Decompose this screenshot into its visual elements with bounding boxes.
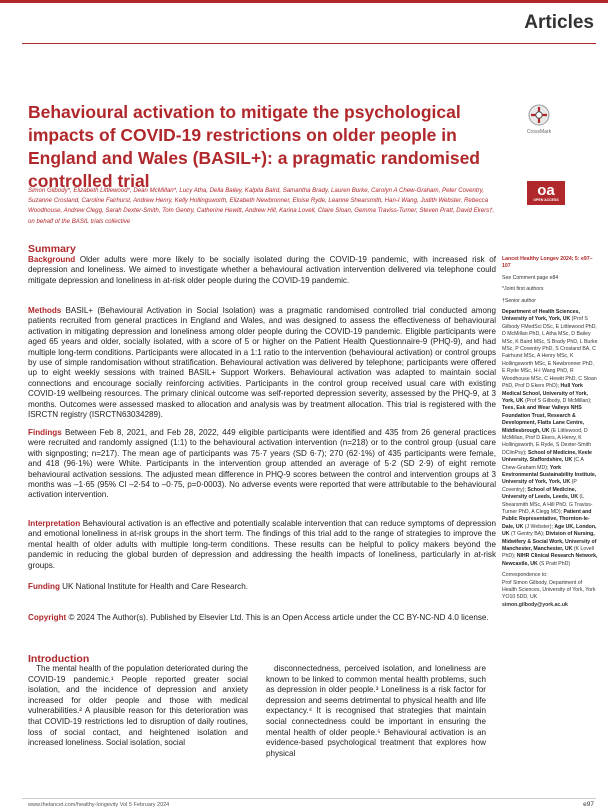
affiliation-detail: (T Gentry BA); (509, 531, 545, 538)
affiliation-bold: Age UK, London, UK (502, 523, 597, 538)
affiliation-detail: (P Coventry); (502, 479, 577, 493)
affiliations (502, 309, 598, 568)
funding-text: UK National Institute for Health and Care Research. (59, 582, 248, 591)
affiliation-bold: Hull York Medical School, University of York, York, UK (502, 383, 589, 404)
background-text: Older adults were more likely to be socially isolated during the COVID-19 pandemic, with increased risk of depression and loneliness. We aimed to investigate whether a behavioural activation intervention delivered via telephone could mitigate depression and loneliness in at-risk older people during the COVID-19 pandemic. (28, 255, 496, 285)
header-divider (22, 43, 596, 44)
oa-badge-text: oa (537, 182, 555, 199)
correspondence-email[interactable]: simon.gilbody@york.ac.uk (502, 601, 568, 608)
copyright-label: Copyright (28, 613, 67, 622)
crossmark-label: CrossMark (526, 129, 552, 135)
copyright-paragraph (28, 613, 496, 623)
journal-citation: Lancet Healthy Longev 2024; 5: e97–107 (502, 256, 593, 270)
introduction-column-2: disconnectedness, perceived isolation, and loneliness are known to be linked to common mental health problems, such as depression in older people.³ Loneliness is a risk factor for depression and seems detrimental to physical health and life expectancy.⁴ It is recognised that strategies that maintain social connectedness could be important in ensuring the mental health of older people.⁵ Behavioural activation is an evidence-based psychological treatment that explores how physical (266, 664, 486, 758)
findings-paragraph (28, 428, 496, 501)
background-label: Background (28, 255, 76, 264)
affiliation-bold: NIHR Clinical Research Network, Newcastle, UK (502, 553, 598, 567)
methods-text: BASIL+ (Behavioural Activation in Social Isolation) was a pragmatic randomised controlled trial conducted among patients recruited from general practices in England and Wales, and was designed to assess the effectiveness of behavioural activation in mitigating depression and loneliness among older people during the COVID-19 pandemic. Eligible participants were aged 65 years and older, socially isolated, with a score of 5 or higher on the Patient Health Questionnaire-9 (PHQ-9), and had multiple long-term conditions. Participants were allocated in a 1:1 ratio to the intervention (behavioural activation) or control groups by use of simple randomisation without stratification. Behavioural activation was delivered by telephone; participants were offered up to eight weekly sessions with trained BASIL+ Support Workers. Behavioural activation was adapted to maintain social connections and encourage socially reinforcing activities. Participants in the control group received usual care with existing COVID-19 wellbeing resources. The primary clinical outcome was self-reported depression severity, assessed by the PHQ-9, at 3 months. Outcomes were assessed masked to allocation and analysis was by treatment allocation. This trial is registered with the ISRCTN registry (ISRCTN63034289). (28, 306, 496, 420)
affiliation-bold: Tees, Esk and Wear Valleys NHS Foundation Trust, Research & Development, Flatts Lane Centre, Middlesbrough, UK (502, 405, 585, 434)
crossmark-logo[interactable] (519, 104, 559, 135)
methods-paragraph (28, 306, 496, 420)
footer-journal-url[interactable]: www.thelancet.com/healthy-longevity Vol 5 February 2024 (28, 802, 170, 808)
background-paragraph (28, 255, 496, 286)
findings-text: Between Feb 8, 2021, and Feb 28, 2022, 449 eligible participants were identified and 435 from 26 general practices were recruited and randomly assigned (1:1) to the behavioural activation intervention (n=218) or to the control group (usual care with signposting; n=217). The mean age of participants was 75·7 years (SD 6·7); 270 (62·1%) of 435 participants were female, and 418 (96·1%) were White. Participants in the intervention group attended an average of 5·2 (SD 2·9) of eight remote behavioural activation sessions. The adjusted mean difference in PHQ-9 scores between the control and intervention groups at 3 months was –1·65 (95% CI –2·54 to –0·75, p=0·0003). No adverse events were reported that were attributable to the behavioural activation intervention. (28, 428, 496, 500)
oa-badge-subtext: OPEN ACCESS (533, 198, 559, 202)
funding-paragraph (28, 582, 496, 592)
summary-heading: Summary (28, 243, 76, 255)
affiliation-detail: (J Webster); (523, 523, 553, 530)
section-label: Articles (524, 12, 594, 33)
affiliation-detail: (L Shearsmith MSc, A Hill PhD, G Traviss-Turner PhD, A Clegg MD); (502, 494, 593, 515)
affiliation-bold: Department of Health Sciences, University of York, York, UK (502, 309, 580, 323)
interpretation-text: Behavioural activation is an effective and potentially scalable intervention that can reduce symptoms of depression and emotional loneliness in at-risk groups in the short term. The findings of this trial add to the range of strategies to improve the mental health of older adults with multiple long-term conditions. These results can be helpful to policy makers beyond the pandemic in reducing the global burden of depression and addressing the health impacts of loneliness, particularly in at-risk groups. (28, 519, 496, 570)
affiliation-detail: (Prof S Gilbody, D McMillan); (523, 397, 592, 404)
article-title: Behavioural activation to mitigate the psychological impacts of COVID-19 restrictions on older people in England and Wales (BASIL+): a pragmatic randomised controlled trial (28, 102, 481, 191)
crossmark-icon (528, 104, 550, 126)
copyright-text: © 2024 The Author(s). Published by Elsevier Ltd. This is an Open Access article under the CC BY-NC-ND 4.0 license. (66, 613, 489, 622)
introduction-heading: Introduction (28, 653, 90, 665)
affiliation-detail: (E Littlewood, D McMillan, Prof D Ekers, A Henry, K Hollingsworth, E Ryde, S Dexter-Smith DClinPsy); (502, 427, 592, 456)
comment-link[interactable]: See Comment page e84 (502, 274, 559, 281)
affiliation-bold: York Environmental Sustainability Institute, University of York, York, UK (502, 464, 597, 486)
page-number: e97 (583, 801, 594, 808)
interpretation-label: Interpretation (28, 519, 81, 528)
article-sidebar (502, 256, 598, 609)
open-access-badge (527, 181, 565, 205)
affiliation-detail: (C A Chew-Graham MD); (502, 457, 584, 471)
findings-label: Findings (28, 428, 62, 437)
correspondence-text: Prof Simon Gilbody, Department of Health Sciences, University of York, York YO10 5DD, UK (502, 579, 596, 601)
senior-author-note: †Senior author (502, 297, 537, 304)
footer-divider (22, 798, 596, 799)
author-list: Simon Gilbody*, Elizabeth Littlewood*, Dean McMillan*, Lucy Atha, Della Bailey, Kalpita Baird, Samantha Brady, Lauren Burke, Carolyn A Chew-Graham, Peter Coventry, Suzanne Crosland, Caroline Fairhurst, Andrew Henry, Kelly Hollingsworth, Elizabeth Newbronner, Eloise Ryde, Leanne Shearsmith, Han-I Wang, Judith Webster, Rebecca Woodhouse, Andrew Clegg, Sarah Dexter-Smith, Tom Gentry, Catherine Hewitt, Andrew Hill, Karina Lovell, Claire Sloan, Gemma Traviss-Turner, Steven Pratt, David Ekers†, on behalf of the BASIL trials collective (28, 187, 495, 225)
affiliation-detail: (Prof S Gilbody FMedSci DSc, E Littlewood PhD, D McMillan PhD, L Atha MSc, D Bailey MSc, K Baird MSc, S Brady PhD, L Burke MSc, P Coventry PhD, S Crosland BA, C Fairhurst MSc, A Henry MSc, K Hollingsworth MSc, E Newbronner PhD, E Ryde MSc, H-I Wang PhD, R Woodhouse MSc, C Hewitt PhD, C Sloan PhD, Prof D Ekers PhD); (502, 316, 598, 390)
correspondence-label: Correspondence to: (502, 572, 548, 579)
introduction-column-1: The mental health of the population deteriorated during the COVID-19 pandemic.¹ People reported greater social isolation, and the incidence of depression and anxiety increased for older people and those with medical vulnerabilities.² A plausible reason for this deterioration was that COVID-19 restrictions led to disruption of daily routines, loss of social contact, and heightened isolation and increased loneliness. Social isolation, social (28, 664, 248, 748)
interpretation-paragraph (28, 519, 496, 571)
affiliation-bold: Division of Nursing, Midwifery & Social Work, University of Manchester, Manchester, UK (502, 531, 597, 553)
methods-label: Methods (28, 306, 62, 315)
affiliation-bold: School of Medicine, Keele University, Staffordshire, UK (502, 449, 592, 464)
affiliation-bold: School of Medicine, University of Leeds, Leeds, UK (502, 486, 579, 501)
affiliation-detail: (K Lovell PhD); (502, 546, 594, 560)
joint-first-note: *Joint first authors (502, 286, 544, 293)
affiliation-detail: (S Pratt PhD) (537, 560, 571, 567)
funding-label: Funding (28, 582, 60, 591)
header-accent-rule (0, 0, 608, 3)
affiliation-bold: Patient and Public Representative, Thornton-le-Dale, UK (502, 509, 592, 530)
